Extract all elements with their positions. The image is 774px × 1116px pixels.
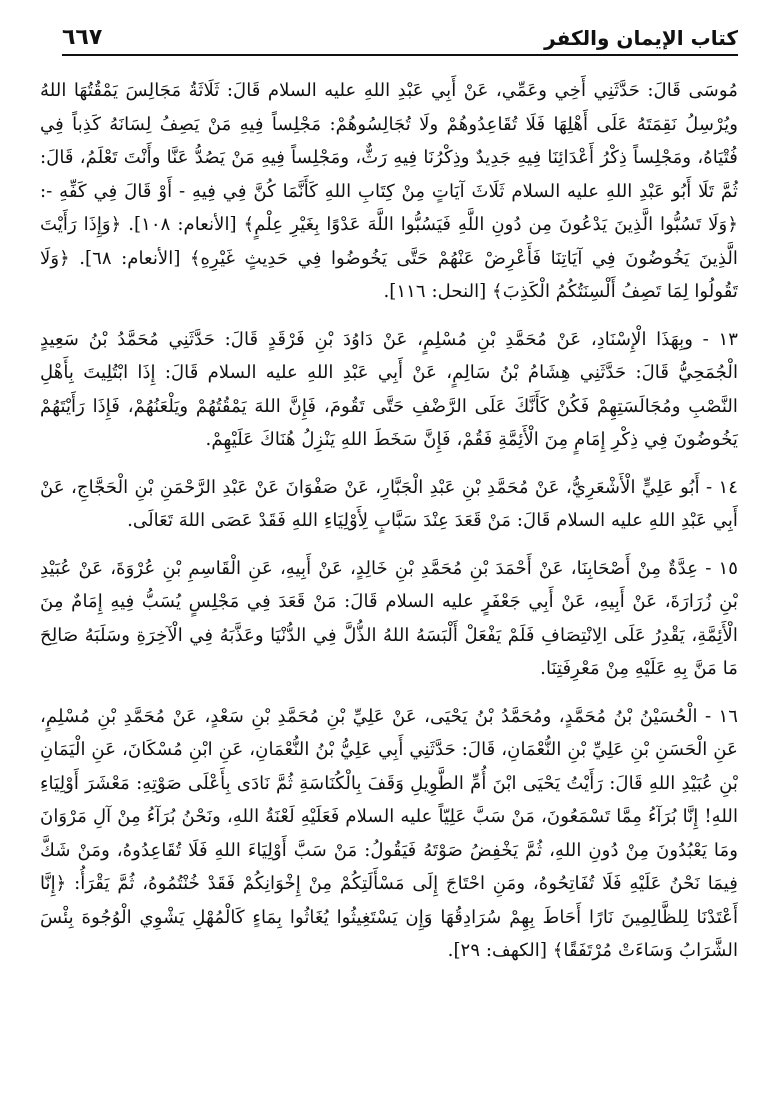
hadith-paragraph-13: ١٣ - وبِهَذَا الْإِسْنَادِ، عَنْ مُحَمَّدِ بْنِ مُسْلِمٍ، عَنْ دَاوُدَ بْنِ فَرْقَدٍ قَالَ: حَدَّثَنِي مُحَمَّدُ بْنُ سَعِيدٍ الْجُمَحِيُّ قَالَ: حَدَّثَنِي هِشَامُ بْنُ سَالِمٍ، عَنْ أَبِي عَبْدِ اللهِ عليه السلام قَالَ: إِذَا ابْتُلِيتَ بِأَهْلِ النَّصْبِ ومُجَالَسَتِهِمْ فَكُنْ كَأَنَّكَ عَلَى الرَّضْفِ حَتَّى تَقُومَ، فَإِنَّ اللهَ يَمْقُتُهُمْ ويَلْعَنُهُمْ، فَإِذَا رَأَيْتَهُمْ يَخُوضُونَ فِي ذِكْرِ إِمَامٍ مِنَ الْأَئِمَّةِ فَقُمْ، فَإِنَّ سَخَطَ اللهِ يَنْزِلُ هُنَاكَ عَلَيْهِمْ. bbox=[40, 328, 738, 450]
hadith-paragraph-12-continued: مُوسَى قَالَ: حَدَّثَنِي أَخِي وعَمِّي، عَنْ أَبِي عَبْدِ اللهِ عليه السلام قَالَ: ثَلَاثَةُ مَجَالِسَ يَمْقُتُهَا اللهُ ويُرْسِلُ نَقِمَتَهُ عَلَى أَهْلِهَا فَلَا تُقَاعِدُوهُمْ ولَا تُجَالِسُوهُمْ: مَجْلِساً فِيهِ مَنْ يَصِفُ لِسَانَهُ كَذِباً فِي فُتْيَاهُ، ومَجْلِساً ذِكْرُ أَعْدَائِنَا فِيهِ جَدِيدٌ وذِكْرُنَا فِيهِ رَثٌّ، ومَجْلِساً فِيهِ مَنْ يَصُدُّ عَنَّا وأَنْتَ تَعْلَمُ، قَالَ: ثُمَّ تَلَا أَبُو عَبْدِ اللهِ عليه السلام ثَلَاثَ آيَاتٍ مِنْ كِتَابِ اللهِ كَأَنَّمَا كُنَّ فِي فِيهِ - أَوْ قَالَ فِي كَفِّهِ -: ﴿وَلَا تَسُبُّوا الَّذِينَ يَدْعُونَ مِن دُونِ اللَّهِ فَيَسُبُّوا اللَّهَ عَدْوًا بِغَيْرِ عِلْمٍ﴾ [الأنعام: ١٠٨]. ﴿وَإِذَا رَأَيْتَ الَّذِينَ يَخُوضُونَ فِي آيَاتِنَا فَأَعْرِضْ عَنْهُمْ حَتَّى يَخُوضُوا فِي حَدِيثٍ غَيْرِهِ﴾ [الأنعام: ٦٨]. ﴿وَلَا تَقُولُوا لِمَا تَصِفُ أَلْسِنَتُكُمُ الْكَذِبَ﴾ [النحل: ١١٦]. bbox=[40, 80, 738, 302]
page-number: ٦٦٧ bbox=[62, 25, 103, 50]
page-header bbox=[62, 12, 738, 56]
hadith-paragraph-16: ١٦ - الْحُسَيْنُ بْنُ مُحَمَّدٍ، ومُحَمَّدُ بْنُ يَحْيَى، عَنْ عَلِيِّ بْنِ مُحَمَّدِ بْنِ سَعْدٍ، عَنْ مُحَمَّدِ بْنِ مُسْلِمٍ، عَنِ الْحَسَنِ بْنِ عَلِيِّ بْنِ النُّعْمَانِ، قَالَ: حَدَّثَنِي أَبِي عَلِيُّ بْنُ النُّعْمَانِ، عَنِ ابْنِ مُسْكَانَ، عَنِ الْيَمَانِ بْنِ عُبَيْدِ اللهِ قَالَ: رَأَيْتُ يَحْيَى ابْنَ أُمِّ الطَّوِيلِ وَقَفَ بِالْكُنَاسَةِ ثُمَّ نَادَى بِأَعْلَى صَوْتِهِ: مَعْشَرَ أَوْلِيَاءِ اللهِ! إِنَّا بُرَآءُ مِمَّا تَسْمَعُونَ، مَنْ سَبَّ عَلِيّاً عليه السلام فَعَلَيْهِ لَعْنَةُ اللهِ، ونَحْنُ بُرَآءُ مِنْ آلِ مَرْوَانَ ومَا يَعْبُدُونَ مِنْ دُونِ اللهِ، ثُمَّ يَخْفِضُ صَوْتَهُ فَيَقُولُ: مَنْ سَبَّ أَوْلِيَاءَ اللهِ فَلَا تُقَاعِدُوهُ، ومَنْ شَكَّ فِيمَا نَحْنُ عَلَيْهِ فَلَا تُفَاتِحُوهُ، ومَنِ احْتَاجَ إِلَى مَسْأَلَتِكُمْ مِنْ إِخْوَانِكُمْ فَقَدْ خُنْتُمُوهُ، ثُمَّ يَقْرَأُ: ﴿إِنَّا أَعْتَدْنَا لِلظَّالِمِينَ نَارًا أَحَاطَ بِهِمْ سُرَادِقُهَا وَإِن يَسْتَغِيثُوا يُغَاثُوا بِمَاءٍ كَالْمُهْلِ يَشْوِي الْوُجُوهَ بِئْسَ الشَّرَابُ وَسَاءَتْ مُرْتَفَقًا﴾ [الكهف: ٢٩]. bbox=[40, 705, 738, 961]
hadith-paragraph-15: ١٥ - عِدَّةٌ مِنْ أَصْحَابِنَا، عَنْ أَحْمَدَ بْنِ مُحَمَّدِ بْنِ خَالِدٍ، عَنْ أَبِيهِ، عَنِ الْقَاسِمِ بْنِ عُرْوَةَ، عَنْ عُبَيْدِ بْنِ زُرَارَةَ، عَنْ أَبِيهِ، عَنْ أَبِي جَعْفَرٍ عليه السلام قَالَ: مَنْ قَعَدَ فِي مَجْلِسٍ يُسَبُّ فِيهِ إِمَامٌ مِنَ الْأَئِمَّةِ، يَقْدِرُ عَلَى الِانْتِصَافِ فَلَمْ يَفْعَلْ أَلْبَسَهُ اللهُ الذُّلَّ فِي الدُّنْيَا وعَذَّبَهُ فِي الْآخِرَةِ وسَلَبَهُ صَالِحَ مَا مَنَّ بِهِ عَلَيْهِ مِنْ مَعْرِفَتِنَا. bbox=[40, 557, 738, 679]
book-title: كتاب الإيمان والكفر bbox=[544, 26, 738, 50]
hadith-text-body bbox=[40, 74, 738, 968]
hadith-paragraph-14: ١٤ - أَبُو عَلِيٍّ الْأَشْعَرِيُّ، عَنْ مُحَمَّدِ بْنِ عَبْدِ الْجَبَّارِ، عَنْ صَفْوَانَ عَنْ عَبْدِ الرَّحْمَنِ بْنِ الْحَجَّاجِ، عَنْ أَبِي عَبْدِ اللهِ عليه السلام قَالَ: مَنْ قَعَدَ عِنْدَ سَبَّابٍ لِأَوْلِيَاءِ اللهِ فَقَدْ عَصَى اللهَ تَعَالَى. bbox=[40, 476, 738, 531]
